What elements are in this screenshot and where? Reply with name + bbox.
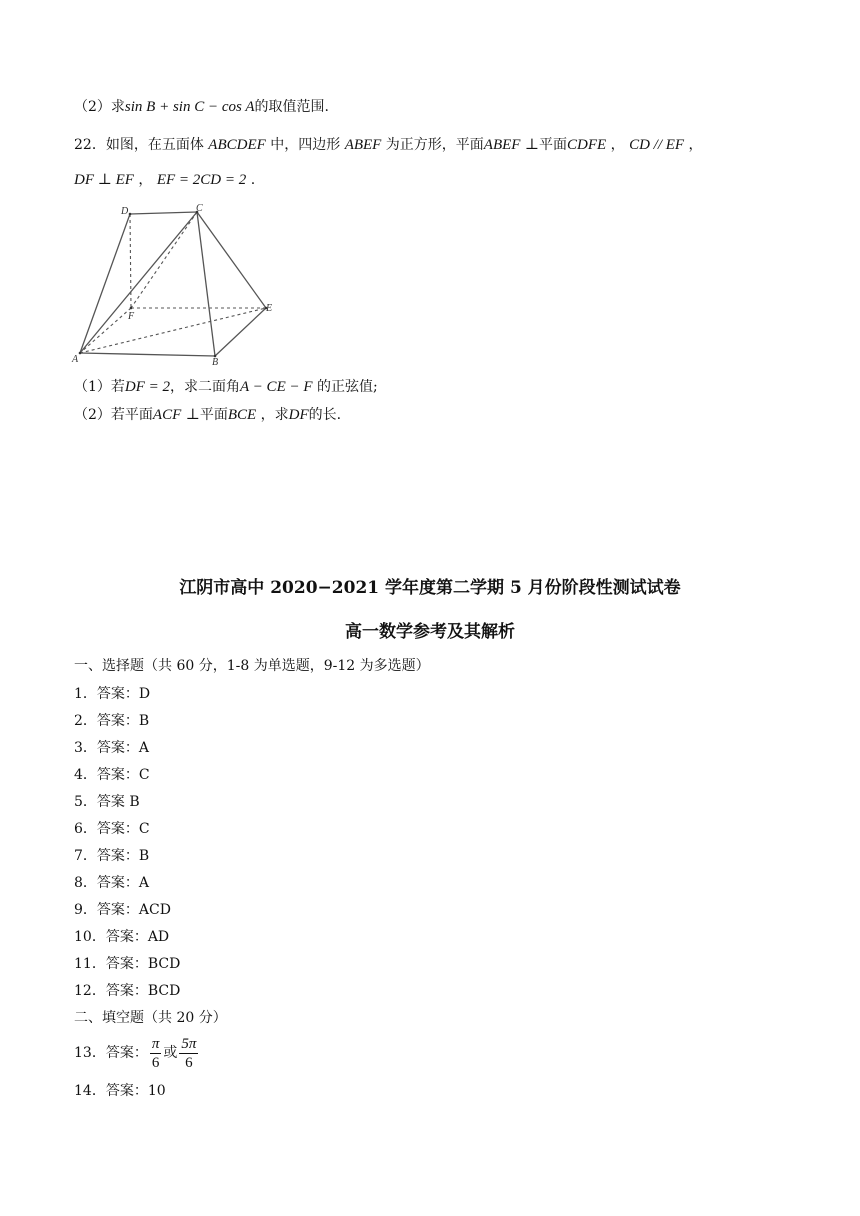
answer-item: 8．答案：A — [74, 875, 150, 891]
q22-parallel-expr: CD // EF — [629, 137, 685, 153]
label-E: E — [266, 303, 273, 314]
frac2-denominator: 6 — [185, 1054, 193, 1071]
answer-item: 3．答案：A — [74, 740, 150, 756]
edge-CF — [131, 212, 197, 308]
edge-BE — [215, 308, 266, 356]
frac1-numerator: π — [151, 1035, 160, 1052]
q22-text: ， — [610, 137, 625, 153]
q22-condition: DF = 2 — [124, 379, 171, 395]
q21-part2-suffix: 的取值范围. — [254, 99, 329, 115]
q22-line2 — [74, 170, 255, 190]
section2-heading: 二、填空题（共 20 分） — [74, 1010, 227, 1026]
answer-q13 — [74, 1034, 200, 1072]
label-A: A — [72, 354, 79, 365]
q22-plane-acf: ACF — [152, 407, 182, 423]
q22-quad-name: ABEF — [344, 137, 382, 153]
q22-solid-name: ABCDEF — [208, 137, 266, 153]
q22-plane-bce: BCE — [227, 407, 257, 423]
q22-part2 — [74, 405, 341, 425]
edge-CA — [80, 212, 197, 353]
q22-plane2: CDFE — [567, 137, 607, 153]
q22-text: （1）若 — [74, 379, 125, 395]
q22-text: ， — [688, 137, 703, 153]
section1-heading: 一、选择题（共 60 分，1-8 为单选题，9-12 为多选题） — [74, 658, 430, 674]
label-B: B — [212, 357, 219, 368]
answer-item: 4．答案：C — [74, 767, 150, 783]
edge-DC — [130, 212, 197, 214]
q22-plane1: ABEF — [483, 137, 521, 153]
pentahedron-figure — [70, 200, 280, 370]
answer-item: 1．答案：D — [74, 686, 151, 702]
answer-item: 2．答案：B — [74, 713, 150, 729]
answer-item: 9．答案：ACD — [74, 902, 171, 918]
answer-q14: 14．答案：10 — [74, 1083, 166, 1099]
q21-part2-expr: sin B + sin C − cos A — [124, 99, 255, 115]
edge-DA — [80, 214, 130, 353]
q22-text: 中，四边形 — [270, 137, 341, 153]
q13-fraction-1 — [150, 1035, 162, 1072]
edge-AE — [80, 308, 266, 353]
frac1-denominator: 6 — [151, 1054, 160, 1071]
q22-text: 平面 — [539, 137, 568, 153]
q22-text: 平面 — [199, 407, 228, 423]
q21-part2-prefix: （2）求 — [74, 99, 125, 115]
answer-item: 10．答案：AD — [74, 929, 170, 945]
q13-fraction-2 — [179, 1035, 198, 1072]
q22-length-expr: EF = 2CD = 2 — [156, 172, 247, 188]
edge-AB — [80, 353, 215, 356]
edge-DF — [130, 214, 131, 308]
q13-or: 或 — [163, 1045, 178, 1061]
q22-text: ，求二面角 — [170, 379, 241, 395]
document-title: 江阴市高中 2020−2021 学年度第二学期 5 月份阶段性测试试卷 — [179, 578, 681, 598]
perp-symbol: ⊥ — [524, 137, 540, 153]
document-subtitle: 高一数学参考及其解析 — [345, 622, 515, 642]
q22-target: DF — [288, 407, 309, 423]
q22-text: （2）若平面 — [74, 407, 153, 423]
q22-dihedral-angle: A − CE − F — [240, 379, 313, 395]
q22-text: ， — [138, 172, 153, 188]
q21-part2 — [74, 97, 329, 117]
q22-perp-expr: DF ⊥ EF — [74, 172, 134, 188]
label-C: C — [196, 203, 203, 214]
q22-part1 — [74, 377, 378, 397]
q22-text: 22．如图，在五面体 — [74, 137, 204, 153]
answer-item: 6．答案：C — [74, 821, 150, 837]
q13-label: 13．答案： — [74, 1045, 148, 1061]
q22-text: 的长. — [308, 407, 342, 423]
q22-line1 — [74, 135, 703, 155]
label-F: F — [128, 311, 135, 322]
answer-item: 7．答案：B — [74, 848, 150, 864]
answer-item: 5．答案 B — [74, 794, 140, 810]
perp-symbol: ⊥ — [185, 407, 200, 423]
q22-text: 为正方形，平面 — [385, 137, 484, 153]
q22-text: 的正弦值; — [316, 379, 378, 395]
frac2-numerator: 5π — [181, 1035, 197, 1052]
label-D: D — [121, 206, 129, 217]
answer-item: 11．答案：BCD — [74, 956, 181, 972]
q22-text: ，求 — [260, 407, 289, 423]
q22-text: . — [250, 172, 256, 188]
answer-item: 12．答案：BCD — [74, 983, 181, 999]
